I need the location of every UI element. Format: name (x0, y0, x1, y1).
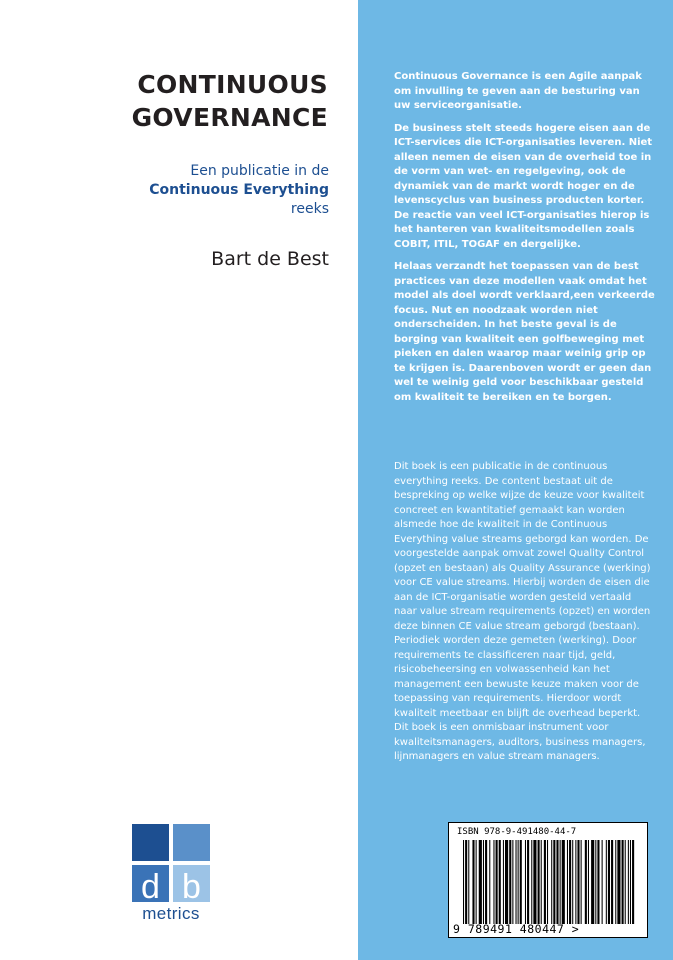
barcode-bar (606, 840, 607, 924)
isbn-label: ISBN 978-9-491480-44-7 (457, 827, 577, 837)
barcode-bar (602, 840, 603, 924)
logo-squares (132, 824, 210, 906)
barcode-bar (516, 840, 517, 924)
barcode-bar (615, 840, 616, 924)
title-line-1: CONTINUOUS (137, 70, 328, 99)
logo-wordmark: metrics (142, 904, 200, 923)
barcode-bar (553, 840, 555, 924)
barcode-bar (468, 840, 469, 924)
barcode-bar (531, 840, 532, 924)
isbn-barcode (448, 822, 648, 938)
barcode-bar (625, 840, 626, 924)
series-name: Continuous Everything (149, 182, 329, 198)
barcode-bar (499, 840, 501, 924)
barcode-bar (505, 840, 508, 924)
barcode-bar (547, 840, 548, 924)
blurb-paragraph-1: Continuous Governance is een Agile aanpak om invulling te geven aan de besturing van uw serviceorganisatie. (394, 71, 642, 111)
logo-letter-b: b (182, 868, 201, 906)
barcode-bar (551, 840, 552, 924)
barcode-bar (585, 840, 587, 924)
barcode-bar (591, 840, 594, 924)
barcode-bar (567, 840, 568, 924)
barcode-bar (496, 840, 498, 924)
logo-square-top-right (173, 824, 210, 861)
barcode-bar (597, 840, 599, 924)
series-subtitle (0, 162, 329, 219)
barcode-bar (525, 840, 526, 924)
barcode-bar (572, 840, 573, 924)
subtitle-line-3: reeks (290, 201, 329, 217)
barcode-bar (577, 840, 579, 924)
barcode-bar (560, 840, 561, 924)
barcode-bar (489, 840, 490, 924)
barcode-bar (611, 840, 613, 924)
barcode-bar (533, 840, 536, 924)
barcode-bar (493, 840, 494, 924)
barcode-bar (608, 840, 610, 924)
barcode-bar (476, 840, 477, 924)
barcode-bar (588, 840, 589, 924)
barcode-bar (527, 840, 529, 924)
barcode-bar (630, 840, 631, 924)
publisher-logo (132, 824, 210, 924)
blurb-bold-section (394, 70, 656, 413)
barcode-bar (518, 840, 519, 924)
logo-square-top-left (132, 824, 169, 861)
barcode-bar (617, 840, 620, 924)
barcode-bar (483, 840, 484, 924)
book-title (0, 68, 328, 134)
barcode-bar (562, 840, 565, 924)
ean-digits: 9 789491 480447 > (453, 922, 580, 936)
logo-square-bottom-left (132, 865, 169, 906)
barcode-bar (509, 840, 511, 924)
barcode-bar (512, 840, 513, 924)
subtitle-line-1: Een publicatie in de (190, 163, 329, 179)
barcode-bar (503, 840, 504, 924)
barcode-bar (569, 840, 571, 924)
barcode-bar (472, 840, 474, 924)
logo-letter-d: d (141, 868, 160, 906)
blurb-paragraph-3: Helaas verzandt het toepassen van de best practices van deze modellen vaak omdat het model als doel wordt verklaard,een verkeerde focus. Nut en noodzaak worden niet onderscheiden. In het beste geval is de borging van kwaliteit een golfbeweging met pieken en dalen waarop maar weinig grip op te krijgen is. Daarenboven wordt er geen dan wel te weinig geld voor beschikbaar gesteld om kwaliteit te bereiken en te borgen. (394, 261, 655, 403)
barcode-bar (465, 840, 467, 924)
barcode-bar (544, 840, 546, 924)
barcode-bar (622, 840, 624, 924)
barcode-bar (463, 840, 464, 924)
barcode-bar (632, 840, 634, 924)
barcode-bar (520, 840, 522, 924)
barcode-bar (485, 840, 487, 924)
barcode-bars (463, 840, 635, 924)
barcode-bar (556, 840, 558, 924)
blurb-paragraph-2: De business stelt steeds hogere eisen aan de ICT-services die ICT-organisaties leveren. Niet alleen nemen de eisen van de overheid toe in de vorm van wet- en regelgeving, ook de dynamiek van de markt wordt hoger en de levenscyclus van business producten korter. De reactie van veel ICT-organisaties hierop is het hanteren van kwaliteitsmodellen zoals COBIT, ITIL, TOGAF en dergelijke. (394, 122, 653, 250)
blurb-paragraph-4: Dit boek is een publicatie in de continuous everything reeks. De content bestaat uit de bespreking op welke wijze de keuze voor kwaliteit concreet en kwantitatief gemaakt kan worden alsmede hoe de kwaliteit in de Continuous Everything value streams geborgd kan worden. De voorgestelde aanpak omvat zowel Quality Control (opzet en bestaan) als Quality Assurance (werking) voor CE value streams. Hierbij worden de eisen die aan de ICT-organisatie worden gesteld vertaald naar value stream requirements (opzet) en worden deze binnen CE value stream geborgd (bestaan). Periodiek worden deze gemeten (werking). Door requirements te classificeren naar tijd, geld, risicobeheersing en volwassenheid kan het management een bewuste keuze maken voor de toepassing van requirements. Hierdoor wordt kwaliteit meetbaar en blijft de overhead beperkt. Dit boek is een onmisbaar instrument voor kwaliteitsmanagers, auditors, business managers, lijnmanagers en value stream managers. (394, 461, 651, 762)
barcode-bar (628, 840, 629, 924)
logo-square-bottom-right (173, 865, 210, 906)
barcode-bar (581, 840, 582, 924)
author-name: Bart de Best (211, 248, 329, 270)
barcode-bar (595, 840, 596, 924)
title-line-2: GOVERNANCE (131, 103, 328, 132)
blurb-normal-section (394, 460, 656, 765)
barcode-bar (541, 840, 542, 924)
barcode-bar (538, 840, 540, 924)
barcode-bar (575, 840, 576, 924)
barcode-bar (479, 840, 482, 924)
